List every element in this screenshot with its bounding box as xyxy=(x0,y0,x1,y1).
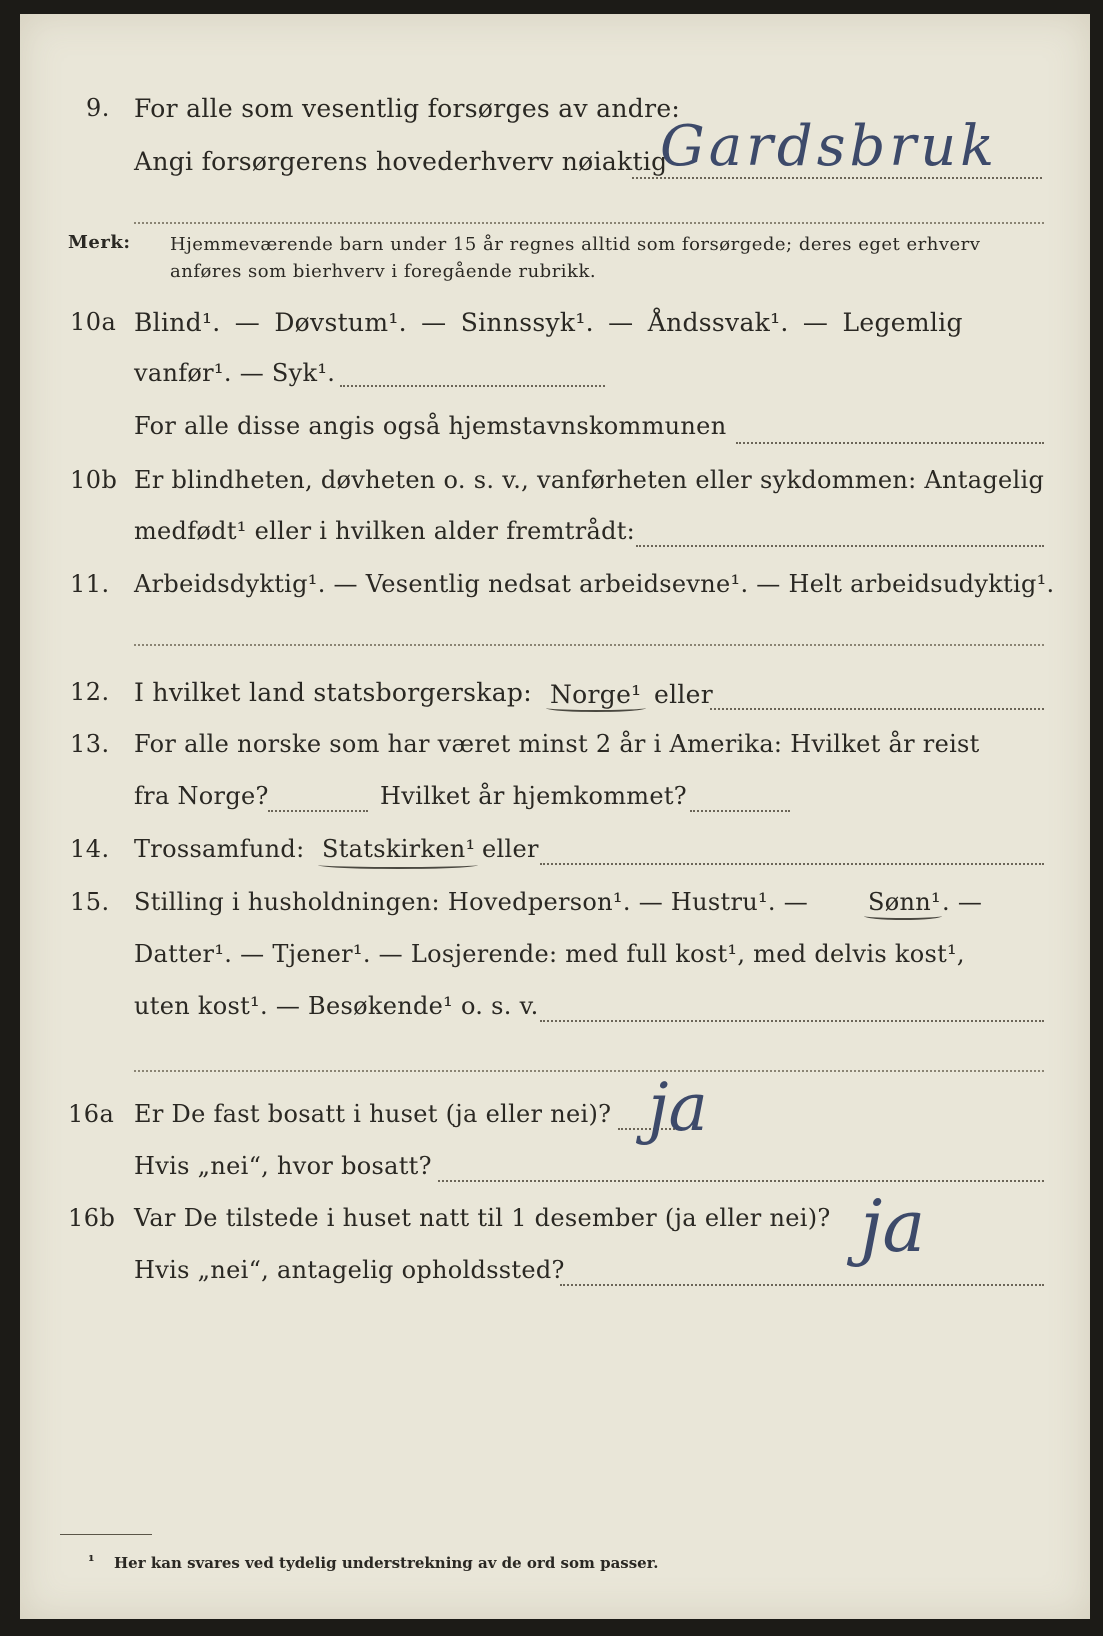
q14-number: 14. xyxy=(70,835,110,863)
merk-line2: anføres som bierhverv i foregående rubrikk. xyxy=(170,261,597,282)
footnote-rule xyxy=(60,1534,152,1535)
q10a-line1: Blind¹. — Døvstum¹. — Sinnssyk¹. — Åndssvak¹. — Legemlig xyxy=(134,308,963,337)
q10a-line3: For alle disse angis også hjemstavnskommunen xyxy=(134,412,727,440)
q13-number: 13. xyxy=(70,730,110,758)
q16a-bosatt-line xyxy=(438,1180,1044,1182)
q15-number: 15. xyxy=(70,888,110,916)
q16b-opholdssted-line xyxy=(560,1284,1044,1286)
q15-separator xyxy=(134,1070,1044,1072)
q9-line2: Angi forsørgerens hovederhverv nøiaktig xyxy=(134,147,668,176)
q13-reist-line xyxy=(268,810,368,812)
q10a-line2: vanfør¹. — Syk¹. xyxy=(134,359,336,387)
q16b-line1: Var De tilstede i huset natt til 1 desember (ja eller nei)? xyxy=(134,1204,831,1232)
q13-line2a: fra Norge? xyxy=(134,782,269,810)
q9-separator xyxy=(134,222,1044,224)
q12-number: 12. xyxy=(70,678,110,706)
merk-line1: Hjemmeværende barn under 15 år regnes alltid som forsørgede; deres eget erhverv xyxy=(170,234,981,255)
q16a-line2: Hvis „nei“, hvor bosatt? xyxy=(134,1152,432,1180)
q14-answer-line xyxy=(540,863,1044,865)
q11-number: 11. xyxy=(70,570,110,598)
q15-line1c: . — xyxy=(942,888,983,916)
q16a-handwritten-answer: ja xyxy=(648,1069,708,1146)
q14-label: Trossamfund: xyxy=(134,835,305,863)
q14-tail: eller xyxy=(482,835,539,863)
q12-norge-underline xyxy=(546,704,646,712)
footnote-mark: ¹ xyxy=(88,1552,95,1570)
q10a-syk-line xyxy=(340,385,605,387)
q9-handwritten-answer: Gardsbruk xyxy=(660,114,999,179)
q16a-number: 16a xyxy=(68,1100,115,1128)
q11-separator xyxy=(134,644,1044,646)
q14-statskirken-underline xyxy=(318,861,478,869)
q10b-line1: Er blindheten, døvheten o. s. v., vanførheten eller sykdommen: Antagelig xyxy=(134,466,1045,494)
q15-line2: Datter¹. — Tjener¹. — Losjerende: med full kost¹, med delvis kost¹, xyxy=(134,940,965,968)
census-form-page xyxy=(20,14,1090,1619)
q13-line2b: Hvilket år hjemkommet? xyxy=(380,782,687,810)
q15-line3: uten kost¹. — Besøkende¹ o. s. v. xyxy=(134,992,539,1020)
q15-option-sonn: Sønn¹ xyxy=(868,888,941,916)
q9-number: 9. xyxy=(86,94,110,122)
q12-answer-line xyxy=(710,708,1044,710)
q15-answer-line xyxy=(540,1020,1044,1022)
q10a-kommune-line xyxy=(736,442,1044,444)
q11-line1: Arbeidsdyktig¹. — Vesentlig nedsat arbeidsevne¹. — Helt arbeidsudyktig¹. xyxy=(134,570,1055,598)
q15-sonn-underline xyxy=(864,912,942,920)
q16b-line2: Hvis „nei“, antagelig opholdssted? xyxy=(134,1256,565,1284)
q10b-line2: medfødt¹ eller i hvilken alder fremtrådt: xyxy=(134,517,636,545)
q12-label: I hvilket land statsborgerskap: xyxy=(134,678,532,707)
q16b-handwritten-answer: ja xyxy=(860,1184,926,1268)
q10b-number: 10b xyxy=(70,466,118,494)
footnote-text: Her kan svares ved tydelig understrekning av de ord som passer. xyxy=(114,1554,659,1572)
q12-tail: eller xyxy=(654,680,714,709)
merk-label: Merk: xyxy=(68,232,131,253)
q14-option-statskirken: Statskirken¹ xyxy=(322,835,476,863)
q16b-number: 16b xyxy=(68,1204,116,1232)
q9-line1: For alle som vesentlig forsørges av andre: xyxy=(134,94,681,123)
q15-line1a: Stilling i husholdningen: Hovedperson¹. — Hustru¹. — xyxy=(134,888,809,916)
q13-hjemkommet-line xyxy=(690,810,790,812)
q10b-answer-line xyxy=(636,545,1044,547)
q10a-number: 10a xyxy=(70,308,117,336)
q13-line1: For alle norske som har været minst 2 år i Amerika: Hvilket år reist xyxy=(134,730,980,758)
q12-option-norge: Norge¹ xyxy=(550,680,642,709)
q16a-line1: Er De fast bosatt i huset (ja eller nei)? xyxy=(134,1100,612,1128)
